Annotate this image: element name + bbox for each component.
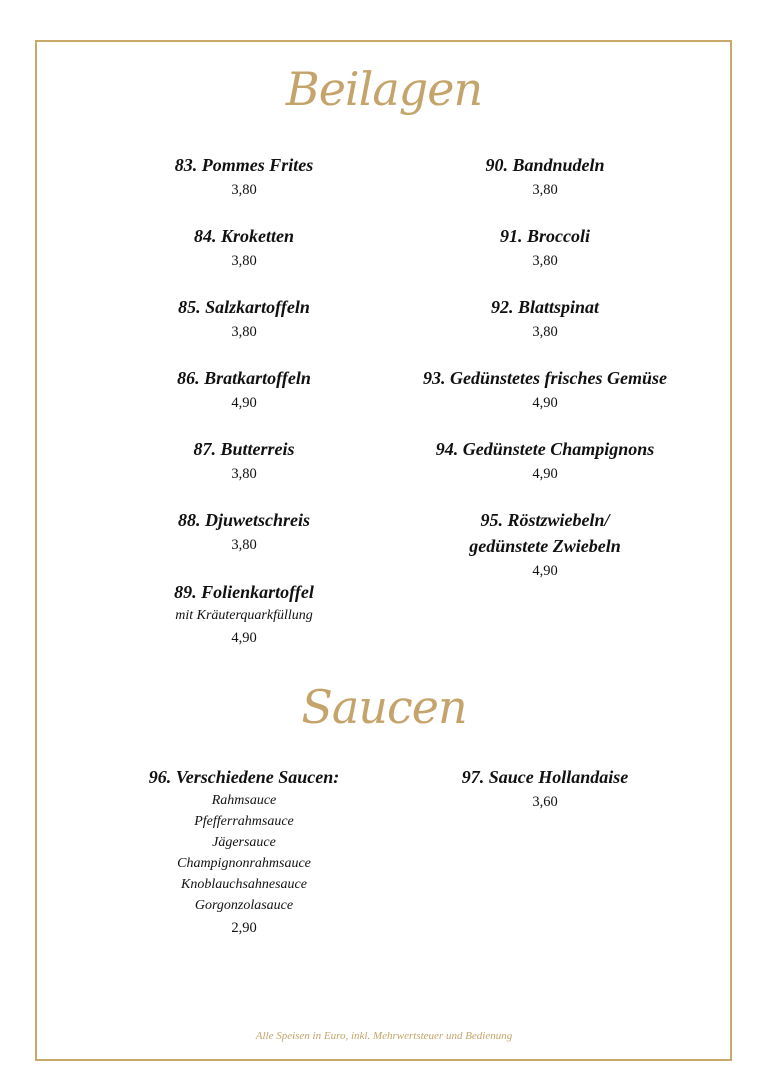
item-price: 4,90: [532, 466, 558, 482]
item-name: 85. Salzkartoffeln: [178, 297, 310, 317]
menu-item: [355, 764, 735, 813]
item-name: 95. Röstzwiebeln/: [480, 510, 610, 530]
item-name: 89. Folienkartoffel: [174, 582, 314, 602]
item-name: 87. Butterreis: [193, 439, 295, 459]
item-name: 93. Gedünstetes frisches Gemüse: [423, 368, 667, 388]
item-price: 3,80: [231, 324, 257, 340]
menu-item: [355, 365, 735, 414]
item-price: 3,60: [532, 794, 558, 810]
sauce-option: Jägersauce: [212, 835, 276, 850]
item-name: 94. Gedünstete Champignons: [435, 439, 655, 459]
item-price: 4,90: [231, 395, 257, 411]
item-name: 91. Broccoli: [500, 226, 590, 246]
item-name: 90. Bandnudeln: [485, 155, 605, 175]
item-price: 3,80: [532, 182, 558, 198]
item-price: 4,90: [532, 563, 558, 579]
item-name: 88. Djuwetschreis: [177, 510, 310, 530]
menu-item: [355, 507, 735, 582]
item-name-line2: gedünstete Zwiebeln: [469, 536, 621, 556]
menu-item: [355, 152, 735, 201]
sauce-option: Gorgonzolasauce: [194, 898, 294, 913]
item-price: 3,80: [231, 253, 257, 269]
item-price: 3,80: [231, 537, 257, 553]
item-price: 4,90: [532, 395, 558, 411]
item-price: 3,80: [532, 324, 558, 340]
menu-item: [355, 223, 735, 272]
item-price: 3,80: [231, 466, 257, 482]
menu-item: [355, 436, 735, 485]
item-price: 3,80: [231, 182, 257, 198]
section-title-beilagen: Beilagen: [285, 62, 483, 116]
section-title-saucen: Saucen: [301, 680, 467, 734]
item-name: 86. Bratkartoffeln: [177, 368, 311, 388]
sauce-option: Knoblauchsahnesauce: [181, 877, 307, 892]
item-description: mit Kräuterquarkfüllung: [175, 608, 313, 623]
item-name: 84. Kroketten: [193, 226, 294, 246]
menu-item: [54, 579, 434, 649]
sauce-option: Champignonrahmsauce: [177, 856, 311, 871]
item-name: 92. Blattspinat: [490, 297, 600, 317]
item-price: 3,80: [532, 253, 558, 269]
item-price: 2,90: [231, 920, 257, 936]
item-price: 4,90: [231, 630, 257, 646]
sauce-option: Rahmsauce: [211, 793, 277, 808]
item-name: 83. Pommes Frites: [174, 155, 314, 175]
item-name: 96. Verschiedene Saucen:: [148, 767, 340, 787]
footer-note: Alle Speisen in Euro, inkl. Mehrwertsteuer und Bedienung: [255, 1030, 513, 1042]
menu-item: [355, 294, 735, 343]
item-name: 97. Sauce Hollandaise: [461, 767, 629, 787]
sauce-option: Pfefferrahmsauce: [194, 814, 294, 829]
